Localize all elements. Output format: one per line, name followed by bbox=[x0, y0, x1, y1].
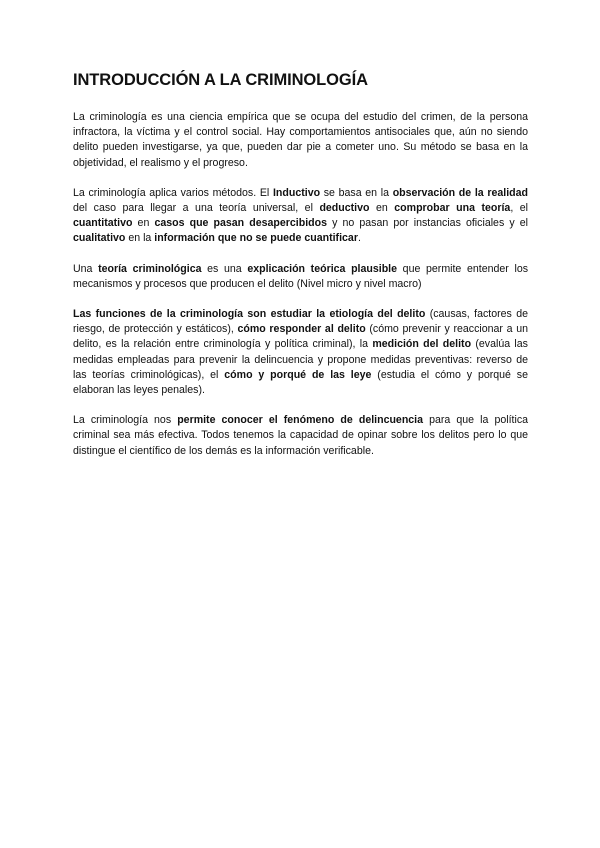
paragraph bbox=[73, 307, 528, 398]
bold-text: permite conocer el fenómeno de delincuencia bbox=[177, 414, 424, 427]
text-segment: para que la política criminal sea más efectiva. Todos tenemos la capacidad de opinar sobre los delitos pero lo que distingue el científico de los demás es la información verificable. bbox=[73, 414, 529, 457]
bold-text: explicación teórica plausible bbox=[247, 262, 398, 275]
paragraph bbox=[73, 186, 528, 247]
bold-text: medición del delito bbox=[372, 338, 472, 351]
text-segment: (evalúa las medidas empleadas para prevenir la delincuencia y propone medidas preventivas: reverso de las teorías criminológicas), el bbox=[73, 338, 528, 381]
bold-text: Inductivo bbox=[272, 186, 321, 199]
text-segment: (estudia el cómo y porqué se elaboran las leyes penales). bbox=[73, 368, 528, 397]
bold-text: cualitativo bbox=[73, 232, 126, 245]
bold-text: información que no se puede cuantificar bbox=[154, 232, 358, 245]
text-segment: del caso para llegar a una teoría universal, el bbox=[73, 202, 320, 215]
paragraph bbox=[73, 413, 528, 459]
text-segment: es una bbox=[201, 262, 248, 275]
bold-text: observación de la realidad bbox=[392, 186, 528, 199]
text-segment: en bbox=[132, 217, 155, 230]
bold-text: teoría criminológica bbox=[98, 262, 202, 275]
text-segment: en bbox=[369, 202, 395, 215]
text-segment: (causas, factores de riesgo, de protección y estáticos), bbox=[73, 308, 528, 336]
text-segment: y no pasan por instancias oficiales y el bbox=[326, 217, 528, 230]
document-title: INTRODUCCIÓN A LA CRIMINOLOGÍA bbox=[73, 71, 368, 89]
paragraph bbox=[73, 262, 528, 292]
text-segment: La criminología es una ciencia empírica que se ocupa del estudio del crimen, de la persona infractora, la víctima y el control social. Hay comportamientos antisociales que, aún no siendo delito pueden investigarse, ya que, pueden dar pie a cometer uno. Su método se basa en la objetividad, el realismo y el progreso. bbox=[73, 111, 528, 169]
bold-text: deductivo bbox=[319, 202, 370, 215]
bold-text: comprobar una teoría bbox=[394, 202, 511, 215]
text-segment: (cómo prevenir y reaccionar a un delito, es la relación entre criminología y política criminal), la bbox=[73, 323, 528, 351]
paragraph bbox=[73, 110, 528, 171]
bold-text: casos que pasan desapercibidos bbox=[154, 217, 327, 230]
text-segment: Una bbox=[73, 262, 99, 275]
text-segment: La criminología aplica varios métodos. El bbox=[73, 186, 273, 199]
bold-text: Las funciones de la criminología son estudiar la etiología del delito bbox=[73, 308, 426, 321]
text-segment: en la bbox=[125, 232, 155, 245]
text-segment: , el bbox=[510, 202, 529, 215]
document-body bbox=[73, 110, 528, 459]
text-segment: que permite entender los mecanismos y procesos que producen el delito (Nivel micro y nivel macro) bbox=[73, 262, 529, 290]
bold-text: cómo y porqué de las leye bbox=[224, 368, 372, 381]
bold-text: cómo responder al delito bbox=[237, 323, 366, 336]
document-page bbox=[73, 70, 528, 474]
text-segment: La criminología nos bbox=[73, 414, 178, 427]
text-segment: se basa en la bbox=[320, 186, 393, 199]
bold-text: cuantitativo bbox=[73, 217, 133, 230]
text-segment: . bbox=[357, 232, 361, 245]
